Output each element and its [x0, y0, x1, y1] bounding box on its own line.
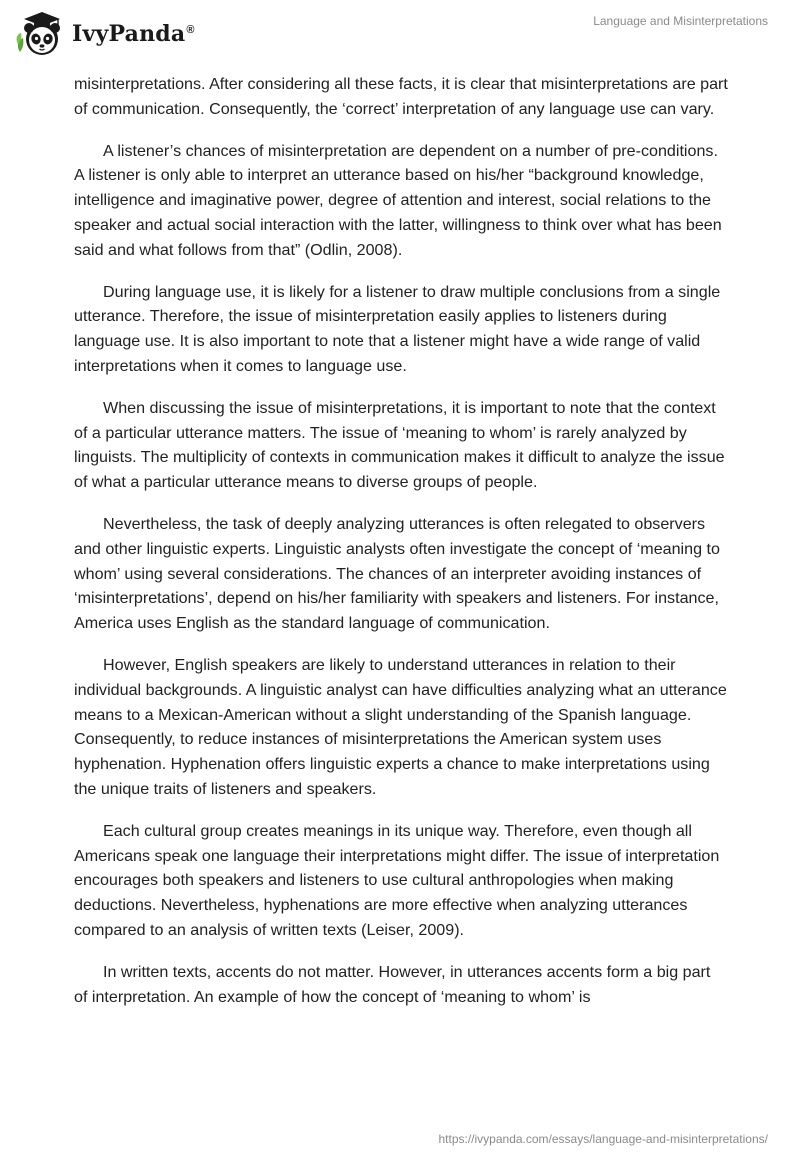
source-url[interactable]: https://ivypanda.com/essays/language-and-misinterpretations/ [438, 1132, 768, 1146]
page-header [0, 0, 800, 70]
paragraph: misinterpretations. After considering all these facts, it is clear that misinterpretations are part of communication. Consequently, the ‘correct’ interpretation of any language use can vary. [74, 75, 728, 118]
paragraph: Each cultural group creates meanings in its unique way. Therefore, even though all Americans speak one language their interpretations might differ. The issue of interpretation encourages both speakers and listeners to use cultural anthropologies when making deductions. Nevertheless, hyphenations are more effective when analyzing utterances compared to an analysis of written texts (Leiser, 2009). [74, 821, 720, 939]
essay-body [74, 72, 728, 1026]
brand-name: IvyPanda® [72, 21, 195, 47]
document-title: Language and Misinterpretations [593, 14, 768, 28]
paragraph: However, English speakers are likely to understand utterances in relation to their individual backgrounds. A linguistic analyst can have difficulties analyzing what an utterance means to a Mexican-American without a slight understanding of the Spanish language. Consequently, to reduce instances of misinterpretations the American system uses hyphenation. Hyphenation offers linguistic experts a chance to make interpretations using the unique traits of listeners and speakers. [74, 655, 727, 798]
paragraph: In written texts, accents do not matter. However, in utterances accents form a big part of interpretation. An example of how the concept of ‘meaning to whom’ is [74, 962, 711, 1006]
paragraph: When discussing the issue of misinterpretations, it is important to note that the context of a particular utterance matters. The issue of ‘meaning to whom’ is rarely analyzed by linguists. The multiplicity of contexts in communication makes it difficult to analyze the issue of what a particular utterance means to diverse groups of people. [74, 398, 725, 492]
registered-mark: ® [186, 23, 195, 36]
paragraph: Nevertheless, the task of deeply analyzing utterances is often relegated to observers and other linguistic experts. Linguistic analysts often investigate the concept of ‘meaning to whom’ using several considerations. The chances of an interpreter avoiding instances of ‘misinterpretations’, depend on his/her familiarity with speakers and listeners. For instance, America uses English as the standard language of communication. [74, 514, 720, 633]
panda-graduate-icon [14, 8, 66, 58]
ivypanda-logo[interactable] [14, 8, 195, 58]
paragraph: During language use, it is likely for a listener to draw multiple conclusions from a single utterance. Therefore, the issue of misinterpretation easily applies to listeners during language use. It is also important to note that a listener might have a wide range of valid interpretations when it comes to language use. [74, 282, 721, 375]
paragraph: A listener’s chances of misinterpretation are dependent on a number of pre-conditions. A listener is only able to interpret an utterance based on his/her “background knowledge, intelligence and imaginative power, degree of attention and interest, social relations to the speaker and actual social interaction with the latter, willingness to think over what has been said and what follows from that” (Odlin, 2008). [74, 141, 722, 259]
